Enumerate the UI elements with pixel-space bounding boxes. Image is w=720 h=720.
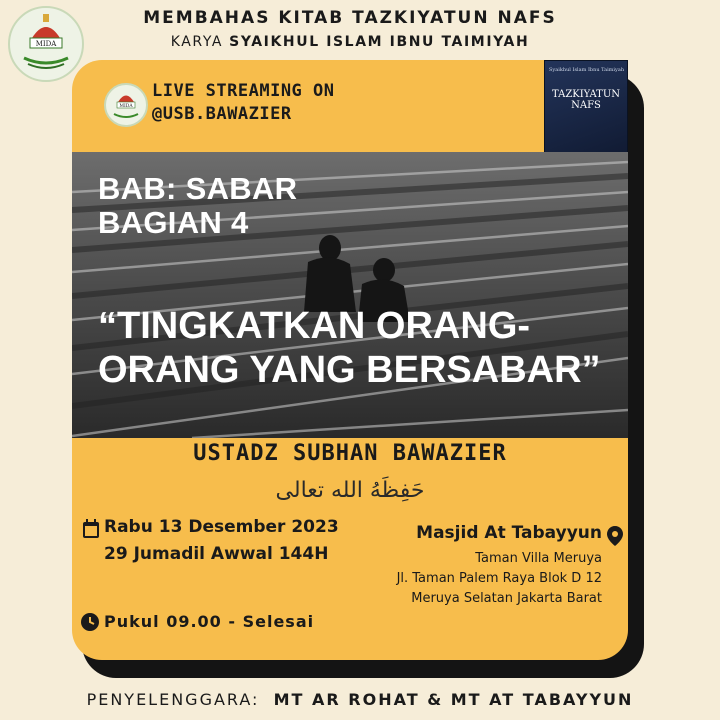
organizer-footer bbox=[0, 690, 720, 709]
calendar-icon bbox=[82, 519, 100, 543]
book-title bbox=[545, 89, 627, 111]
book-title-line2: NAFS bbox=[571, 100, 601, 111]
event-time: Pukul 09.00 - Selesai bbox=[104, 612, 315, 631]
svg-text:MIDA: MIDA bbox=[35, 40, 57, 48]
address-line3: Meruya Selatan Jakarta Barat bbox=[411, 591, 602, 606]
lesson-chapter bbox=[98, 172, 297, 240]
book-cover bbox=[544, 60, 628, 158]
logo-small-text: MIDA bbox=[119, 104, 133, 109]
quote-line2: ORANG YANG BERSABAR” bbox=[98, 349, 601, 391]
mida-logo-small bbox=[104, 83, 148, 127]
address-line2: Jl. Taman Palem Raya Blok D 12 bbox=[396, 571, 602, 586]
clock-icon bbox=[80, 612, 100, 636]
organizer-names: MT AR ROHAT & MT AT TABAYYUN bbox=[273, 690, 634, 709]
organizer-label: PENYELENGGARA: bbox=[86, 690, 260, 709]
mida-logo bbox=[8, 6, 84, 82]
date-hijri: 29 Jumadil Awwal 144H bbox=[104, 544, 329, 564]
part-line: BAGIAN 4 bbox=[98, 205, 249, 240]
speaker-name: USTADZ SUBHAN BAWAZIER bbox=[193, 441, 507, 466]
quote-line1: “TINGKATKAN ORANG- bbox=[98, 305, 531, 347]
book-title-line1: TAZKIYATUN bbox=[551, 89, 621, 100]
date-gregorian: Rabu 13 Desember 2023 bbox=[104, 517, 339, 537]
header-subtitle-author: SYAIKHUL ISLAM IBNU TAIMIYAH bbox=[229, 34, 530, 50]
speaker-honorific: حَفِظَهُ الله تعالى bbox=[275, 478, 425, 503]
live-streaming-info bbox=[152, 80, 335, 126]
stream-handle: @USB.BAWAZIER bbox=[152, 104, 292, 124]
location-pin-icon bbox=[606, 525, 624, 551]
chapter-line: BAB: SABAR bbox=[98, 171, 298, 206]
venue-name: Masjid At Tabayyun bbox=[416, 523, 602, 543]
lesson-quote bbox=[98, 304, 618, 392]
stream-label: LIVE STREAMING ON bbox=[152, 81, 335, 101]
header-title: MEMBAHAS KITAB TAZKIYATUN NAFS bbox=[143, 8, 557, 28]
header-subtitle bbox=[120, 34, 580, 50]
header-subtitle-prefix: KARYA bbox=[170, 34, 224, 50]
book-author: Syaikhul Islam Ibnu Taimiyah bbox=[549, 67, 625, 73]
address-line1: Taman Villa Meruya bbox=[475, 551, 602, 566]
